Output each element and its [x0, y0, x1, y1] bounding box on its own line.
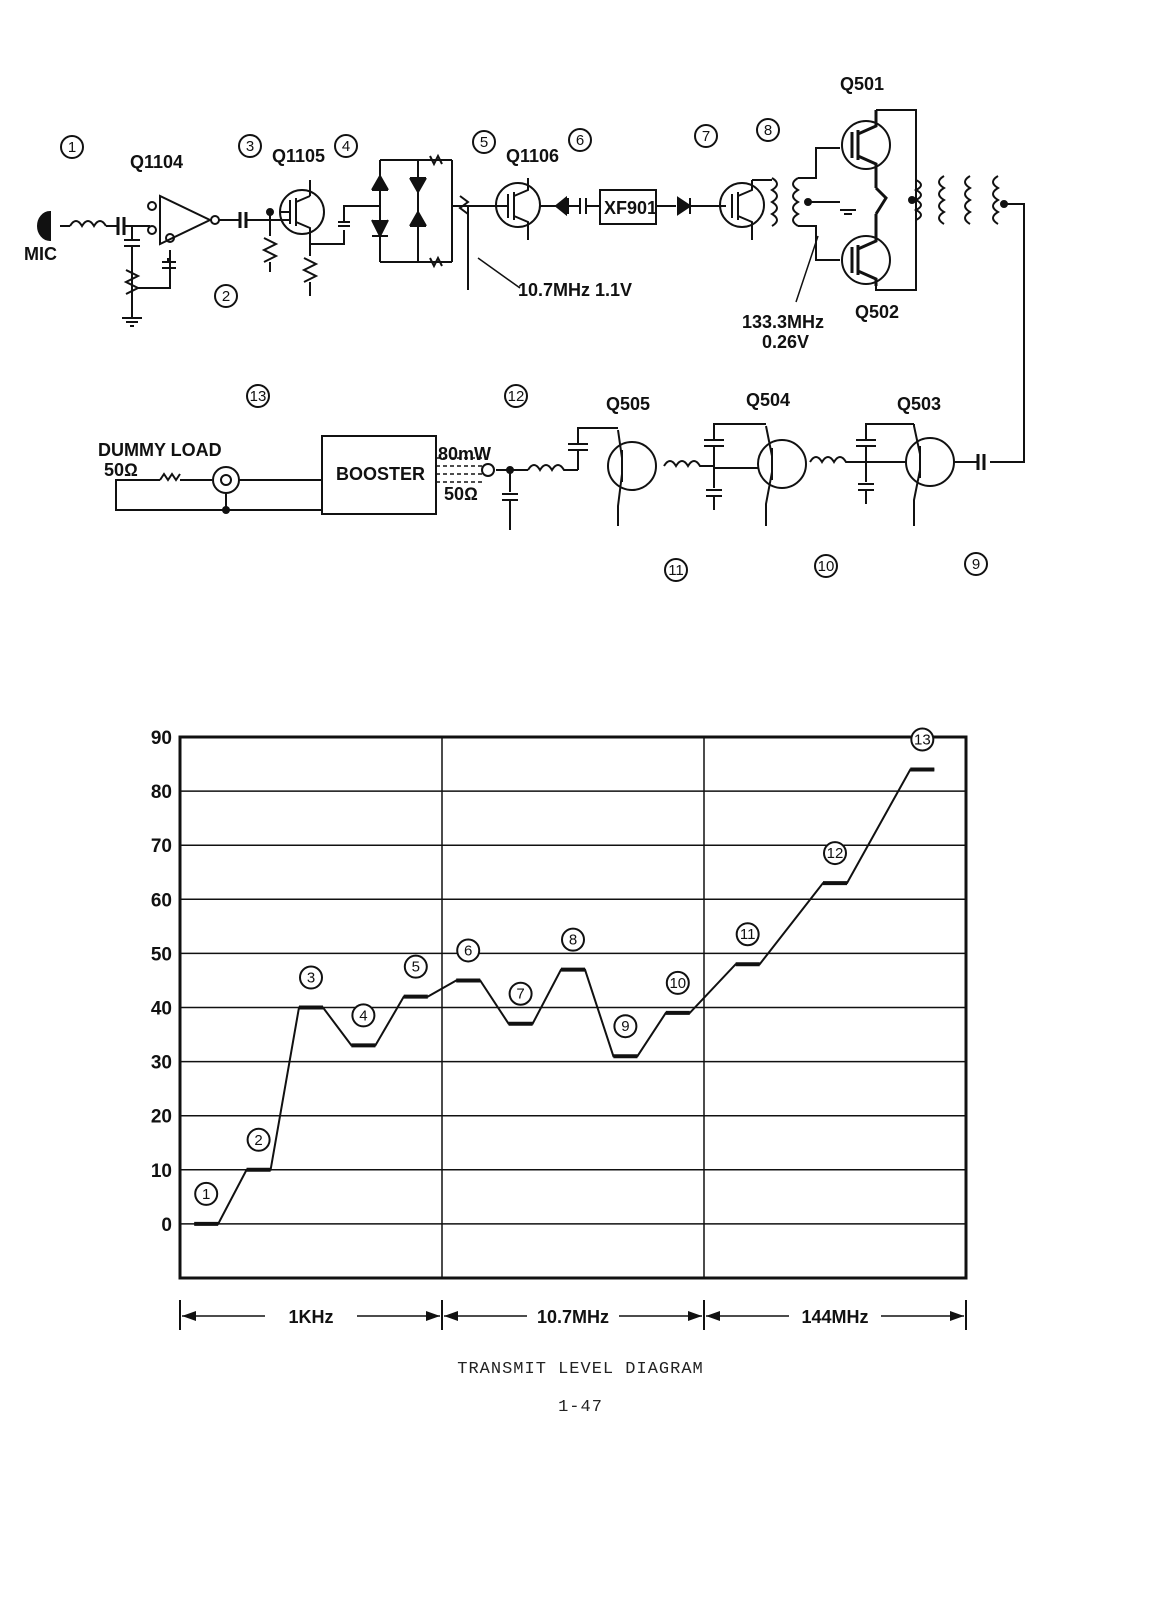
- q503-label: Q503: [897, 394, 942, 414]
- schematic-test-point-number: 7: [701, 128, 711, 145]
- point-label: 9: [621, 1018, 630, 1036]
- schematic-test-point-number: 10: [817, 558, 835, 575]
- point-marker-6: [457, 939, 479, 961]
- output-ohm-label: 50Ω: [444, 484, 478, 504]
- if-note-label: 10.7MHz 1.1V: [518, 280, 633, 300]
- booster-label: BOOSTER: [336, 464, 426, 484]
- dummy-load-ohm-label: 50Ω: [104, 460, 138, 480]
- schematic-test-point-number: 8: [763, 122, 773, 139]
- power-label: 80mW: [438, 444, 492, 464]
- chart-grid: [180, 737, 966, 1278]
- y-axis-ticks: [151, 728, 172, 1236]
- y-tick-label: 50: [150, 944, 172, 966]
- point-marker-13: [911, 728, 933, 750]
- level-trace: [194, 769, 934, 1223]
- band-label: 144MHz: [801, 1307, 869, 1327]
- point-marker-11: [737, 923, 759, 945]
- band-span-1: [442, 1300, 704, 1330]
- point-marker-8: [562, 929, 584, 951]
- mic-label: MIC: [24, 244, 57, 264]
- y-tick-label: 10: [150, 1160, 172, 1182]
- point-marker-2: [248, 1129, 270, 1151]
- y-tick-label: 90: [150, 728, 172, 749]
- schematic-test-point-number: 5: [479, 134, 489, 151]
- point-label: 8: [568, 931, 578, 949]
- schematic-test-point-number: 2: [221, 288, 231, 305]
- y-tick-label: 30: [150, 1052, 172, 1074]
- schematic-test-point-number: 13: [249, 388, 267, 405]
- y-tick-label: 60: [150, 890, 172, 912]
- y-tick-label: 20: [150, 1106, 172, 1128]
- point-label: 5: [411, 958, 420, 976]
- schematic-test-point-number: 3: [245, 138, 255, 155]
- point-marker-4: [352, 1004, 374, 1026]
- point-marker-7: [510, 983, 532, 1005]
- point-label: 3: [306, 969, 316, 987]
- point-marker-10: [667, 972, 689, 994]
- page-number: 1-47: [558, 1398, 603, 1417]
- point-marker-5: [405, 956, 427, 978]
- schematic-test-point-number: 4: [341, 138, 351, 155]
- q505-label: Q505: [606, 394, 651, 414]
- point-label: 10: [669, 974, 687, 992]
- schematic-test-point-number: 1: [67, 139, 77, 156]
- band-label: 1KHz: [288, 1307, 334, 1327]
- q1104-label: Q1104: [130, 152, 184, 172]
- q502-label: Q502: [855, 302, 900, 322]
- point-marker-1: [195, 1183, 217, 1205]
- level-series: [194, 769, 934, 1223]
- frequency-bands: [180, 1300, 966, 1330]
- diagram-caption: TRANSMIT LEVEL DIAGRAM: [457, 1360, 704, 1379]
- point-marker-9: [614, 1015, 636, 1037]
- dummy-load-label: DUMMY LOAD: [98, 440, 222, 460]
- point-marker-3: [300, 967, 322, 989]
- y-tick-label: 0: [161, 1214, 172, 1236]
- y-tick-label: 40: [150, 998, 172, 1020]
- point-label: 1: [202, 1185, 211, 1203]
- lo-voltage-label: 0.26V: [762, 332, 810, 352]
- xf901-label: XF901: [604, 198, 658, 218]
- q501-label: Q501: [840, 74, 885, 94]
- point-label: 2: [254, 1131, 263, 1149]
- q1106-label: Q1106: [506, 146, 560, 166]
- point-label: 12: [826, 845, 844, 863]
- band-span-2: [704, 1300, 966, 1330]
- band-label: 10.7MHz: [536, 1307, 610, 1327]
- schematic-test-point-number: 12: [507, 388, 525, 405]
- band-span-0: [180, 1300, 442, 1330]
- point-label: 6: [464, 942, 473, 960]
- point-label: 4: [359, 1007, 368, 1025]
- q504-label: Q504: [746, 390, 791, 410]
- y-tick-label: 80: [150, 782, 172, 804]
- point-marker-12: [824, 842, 846, 864]
- schematic-test-point-number: 9: [971, 556, 981, 573]
- q1105-label: Q1105: [272, 146, 326, 166]
- point-labels: [195, 728, 933, 1204]
- point-label: 13: [913, 731, 931, 749]
- point-label: 11: [739, 926, 756, 944]
- schematic-test-point-number: 6: [575, 132, 585, 149]
- lo-frequency-label: 133.3MHz: [742, 312, 825, 332]
- schematic-test-point-number: 11: [668, 562, 684, 579]
- point-label: 7: [516, 985, 525, 1003]
- y-tick-label: 70: [150, 836, 172, 858]
